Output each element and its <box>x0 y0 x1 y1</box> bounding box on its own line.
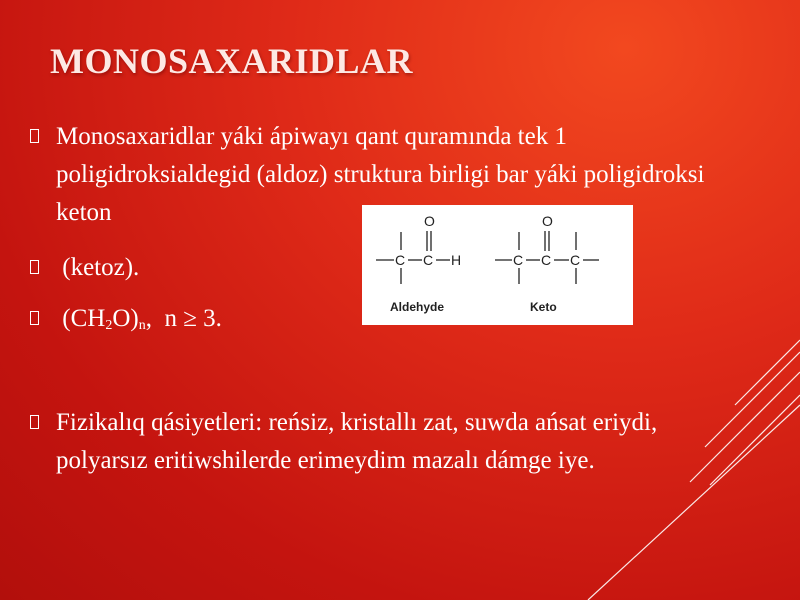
bullet-icon <box>30 311 39 325</box>
bullet-icon <box>30 415 39 429</box>
bullet-text: Monosaxaridlar yáki ápiwayı qant quramında tek 1 poligidroksialdegid (aldoz) struktura birligi bar yáki poligidroksi keton <box>56 123 705 226</box>
bullet-icon <box>30 129 39 143</box>
structure-diagram <box>362 205 633 325</box>
formula-subscript-2: 2 <box>105 318 113 333</box>
decor-line <box>735 340 800 405</box>
atom-c: C <box>513 252 524 268</box>
atom-c: C <box>423 252 434 268</box>
bullet-item <box>30 404 730 480</box>
atom-c: C <box>395 252 406 268</box>
keto-label: Keto <box>530 300 557 314</box>
formula-mid: O) <box>112 305 139 332</box>
atom-c: C <box>570 252 581 268</box>
aldehyde-keto-structures <box>362 205 633 325</box>
bullet-icon <box>30 260 39 274</box>
formula-lead: (CH <box>56 305 106 332</box>
atom-o: O <box>424 213 435 229</box>
formula-subscript-n: n <box>138 318 146 333</box>
slide-title: MONOSAXARIDLAR <box>50 41 414 81</box>
bullet-text: Fizikalıq qásiyetleri: reńsiz, kristallı zat, suwda ańsat eriydi, polyarsız eritiwshilerde erimeydim mazalı dámge iye. <box>56 409 658 474</box>
atom-c: C <box>541 252 552 268</box>
bullet-text: (ketoz). <box>56 254 140 281</box>
aldehyde-label: Aldehyde <box>390 300 445 314</box>
formula-tail: , n ≥ 3. <box>145 305 222 332</box>
aldehyde-structure <box>376 231 450 284</box>
atom-o: O <box>542 213 553 229</box>
atom-h: H <box>451 252 462 268</box>
